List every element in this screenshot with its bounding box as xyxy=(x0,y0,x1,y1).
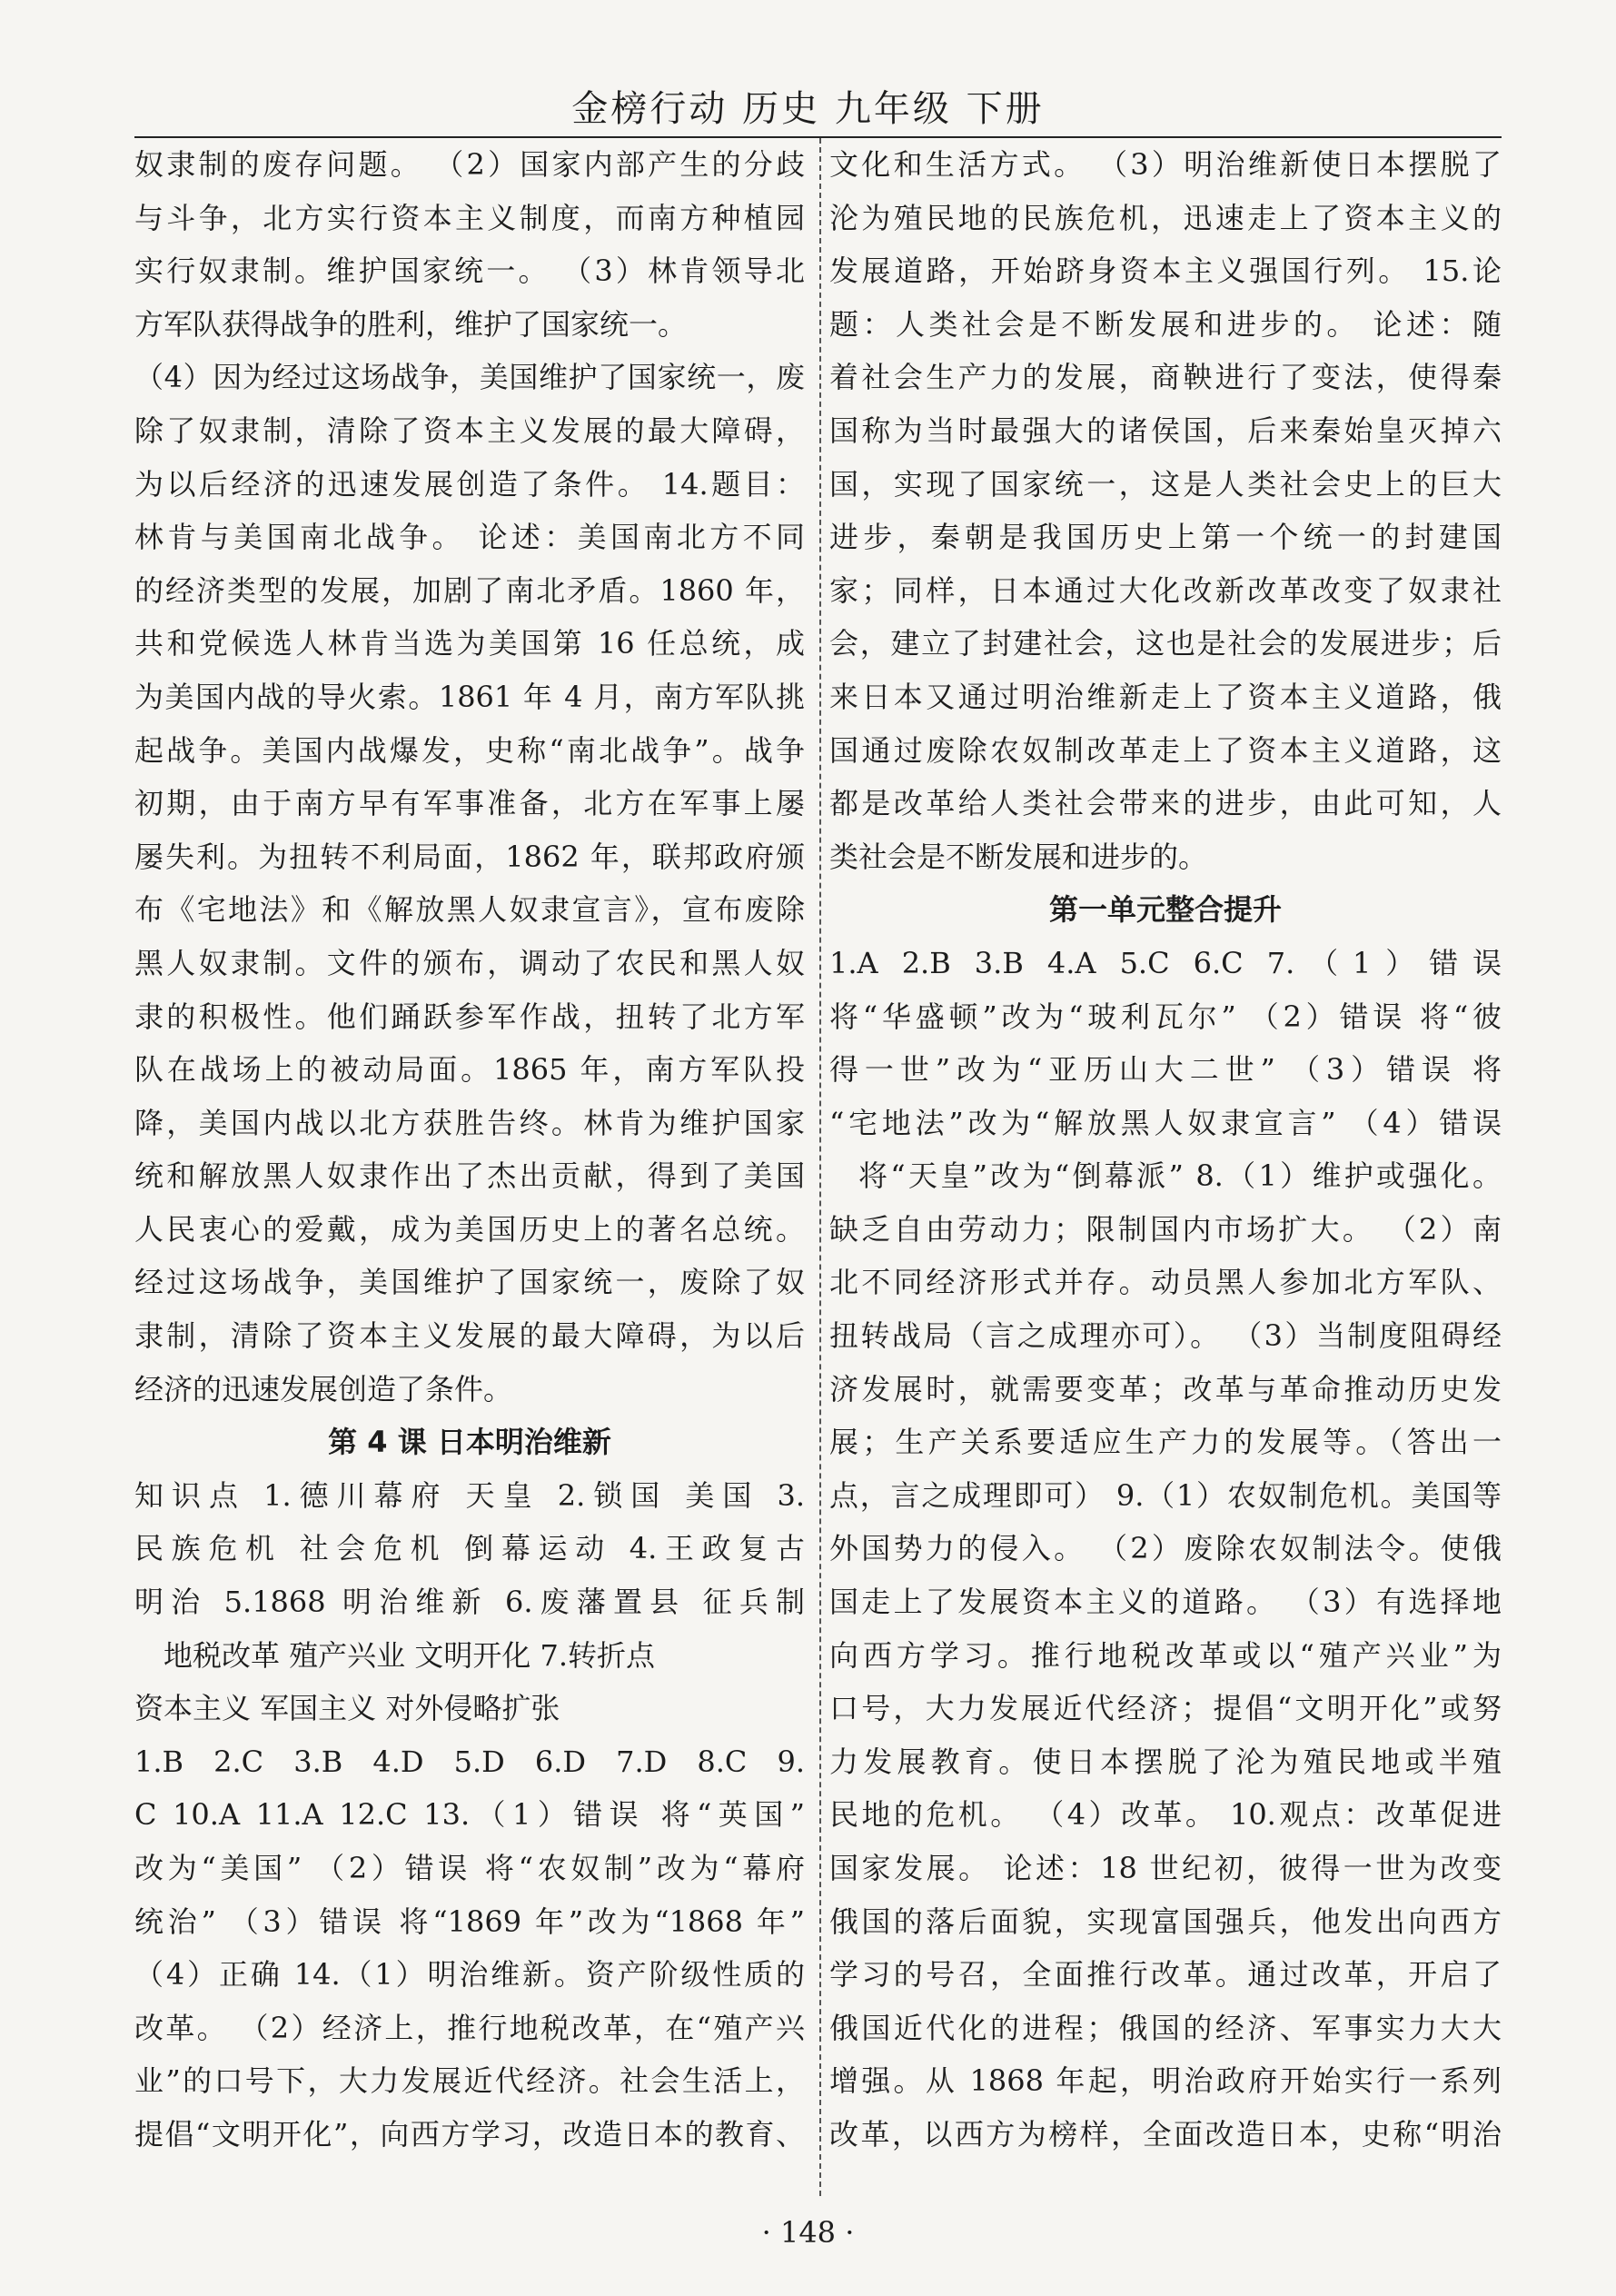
text-line: 类社会是不断发展和进步的。 xyxy=(829,839,1208,874)
text-line: 降，美国内战以北方获胜告终。林肯为维护国家 xyxy=(134,1105,805,1140)
text-line: 除了奴隶制，清除了资本主义发展的最大障碍， xyxy=(134,412,805,448)
text-line: 的经济类型的发展，加剧了南北矛盾。1860 年， xyxy=(134,572,805,608)
text-line: 着社会生产力的发展，商鞅进行了变法，使得秦 xyxy=(829,360,1502,395)
text-line: 隶制，清除了资本主义发展的最大障碍，为以后 xyxy=(134,1318,805,1354)
text-line: 方军队获得战争的胜利，维护了国家统一。 xyxy=(134,306,688,342)
text-line: 为美国内战的导火索。1861 年 4 月，南方军队挑 xyxy=(134,679,805,714)
text-line: 俄国近代化的进程；俄国的经济、军事实力大大 xyxy=(829,2010,1502,2045)
text-line: 民族危机 社会危机 倒幕运动 4.王政复古 xyxy=(134,1531,805,1566)
text-line: 奴隶制的废存问题。 （2）国家内部产生的分歧 xyxy=(134,147,805,182)
text-line: 统和解放黑人奴隶作出了杰出贡献，得到了美国 xyxy=(134,1158,805,1194)
text-line: 统治” （3）错误 将“1869 年”改为“1868 年” xyxy=(134,1903,805,1939)
text-line: 知识点 1.德川幕府 天皇 2.锁国 美国 3. xyxy=(134,1477,805,1513)
text-line: 俄国的落后面貌，实现富国强兵，他发出向西方 xyxy=(829,1903,1502,1939)
text-line: （4）因为经过这场战争，美国维护了国家统一，废 xyxy=(134,360,805,395)
text-line: 力发展教育。使日本摆脱了沦为殖民地或半殖 xyxy=(829,1744,1502,1779)
text-line: 林肯与美国南北战争。 论述：美国南北方不同 xyxy=(134,520,805,555)
text-line: 屡失利。为扭转不利局面，1862 年，联邦政府颁 xyxy=(134,839,805,874)
text-line: 将“华盛顿”改为“玻利瓦尔” （2）错误 将“彼 xyxy=(829,999,1502,1034)
text-line: 发展道路，开始跻身资本主义强国行列。 15.论 xyxy=(829,253,1502,289)
right-column xyxy=(829,138,1502,2162)
text-line: 初期，由于南方早有军事准备，北方在军事上屡 xyxy=(134,786,805,821)
text-line: 学习的号召，全面推行改革。通过改革，开启了 xyxy=(829,1957,1502,1993)
text-line: 1.B 2.C 3.B 4.D 5.D 6.D 7.D 8.C 9. xyxy=(134,1744,805,1779)
text-line: 来日本又通过明治维新走上了资本主义道路，俄 xyxy=(829,679,1502,714)
text-line: 黑人奴隶制。文件的颁布，调动了农民和黑人奴 xyxy=(134,945,805,980)
text-line: 国走上了发展资本主义的道路。 （3）有选择地 xyxy=(829,1585,1502,1620)
text-line: 隶的积极性。他们踊跃参军作战，扭转了北方军 xyxy=(134,999,805,1034)
text-line: 实行奴隶制。维护国家统一。 （3）林肯领导北 xyxy=(134,253,805,289)
text-line: 向西方学习。推行地税改革或以“殖产兴业”为 xyxy=(829,1637,1502,1673)
text-line: 经过这场战争，美国维护了国家统一，废除了奴 xyxy=(134,1265,805,1300)
text-line: 进步，秦朝是我国历史上第一个统一的封建国 xyxy=(829,520,1502,555)
text-line: 明治 5.1868 明治维新 6.废藩置县 征兵制 xyxy=(134,1585,805,1620)
text-line: 国称为当时最强大的诸侯国，后来秦始皇灭掉六 xyxy=(829,412,1502,448)
text-line: 国家发展。 论述：18 世纪初，彼得一世为改变 xyxy=(829,1851,1502,1885)
column-divider xyxy=(819,138,821,2196)
text-line: 为以后经济的迅速发展创造了条件。 14.题目： xyxy=(134,466,805,502)
text-line: 人民衷心的爱戴，成为美国历史上的著名总统。 xyxy=(134,1211,805,1247)
text-line: （4）正确 14.（1）明治维新。资产阶级性质的 xyxy=(134,1957,805,1993)
text-line: 外国势力的侵入。 （2）废除农奴制法令。使俄 xyxy=(829,1531,1502,1566)
unit-heading: 第一单元整合提升 xyxy=(1048,892,1282,928)
text-line: 国通过废除农奴制改革走上了资本主义道路，这 xyxy=(829,732,1502,768)
text-line: 会，建立了封建社会，这也是社会的发展进步；后 xyxy=(829,626,1502,661)
text-line: 资本主义 军国主义 对外侵略扩张 xyxy=(134,1691,560,1726)
text-line: 文化和生活方式。 （3）明治维新使日本摆脱了 xyxy=(829,147,1502,182)
text-line: 起战争。美国内战爆发，史称“南北战争”。战争 xyxy=(134,732,805,768)
text-line: 共和党候选人林肯当选为美国第 16 任总统，成 xyxy=(134,626,805,661)
text-line: 与斗争，北方实行资本主义制度，而南方种植园 xyxy=(134,200,805,235)
text-line: 业”的口号下，大力发展近代经济。社会生活上， xyxy=(134,2063,805,2099)
text-line: 队在战场上的被动局面。1865 年，南方军队投 xyxy=(134,1052,805,1088)
text-line: 改革。 （2）经济上，推行地税改革，在“殖产兴 xyxy=(134,2010,805,2045)
text-line: 改为“美国” （2）错误 将“农奴制”改为“幕府 xyxy=(134,1851,805,1885)
text-line: 1.A 2.B 3.B 4.A 5.C 6.C 7.（1）错误 xyxy=(829,945,1502,980)
text-line: 提倡“文明开化”，向西方学习，改造日本的教育、 xyxy=(134,2116,805,2152)
text-line: 家；同样，日本通过大化改新改革改变了奴隶社 xyxy=(829,572,1502,608)
text-line: 得一世”改为“亚历山大二世” （3）错误 将 xyxy=(829,1052,1502,1088)
text-line: 地税改革 殖产兴业 文明开化 7.转折点 xyxy=(164,1637,656,1673)
text-line: 都是改革给人类社会带来的进步，由此可知，人 xyxy=(829,786,1502,821)
text-line: “宅地法”改为“解放黑人奴隶宣言” （4）错误 xyxy=(829,1105,1502,1140)
text-line: 北不同经济形式并存。动员黑人参加北方军队、 xyxy=(829,1265,1502,1300)
text-line: 展；生产关系要适应生产力的发展等。（答出一 xyxy=(829,1425,1502,1460)
text-line: 口号，大力发展近代经济；提倡“文明开化”或努 xyxy=(829,1691,1502,1726)
text-line: C 10.A 11.A 12.C 13.（1）错误 将“英国” xyxy=(134,1797,805,1833)
text-line: 济发展时，就需要变革；改革与革命推动历史发 xyxy=(829,1371,1502,1406)
left-column xyxy=(134,138,805,2162)
text-line: 增强。从 1868 年起，明治政府开始实行一系列 xyxy=(829,2063,1502,2099)
text-line: 布《宅地法》和《解放黑人奴隶宣言》，宣布废除 xyxy=(134,892,805,928)
text-line: 民地的危机。 （4）改革。 10.观点：改革促进 xyxy=(829,1797,1502,1833)
text-line: 扭转战局（言之成理亦可）。 （3）当制度阻碍经 xyxy=(829,1318,1502,1354)
text-line: 缺乏自由劳动力；限制国内市场扩大。 （2）南 xyxy=(829,1211,1502,1247)
lesson-heading: 第 4 课 日本明治维新 xyxy=(328,1425,611,1460)
text-line: 点，言之成理即可） 9.（1）农奴制危机。美国等 xyxy=(829,1477,1502,1513)
text-line: 题：人类社会是不断发展和进步的。 论述：随 xyxy=(829,306,1502,342)
text-line: 改革，以西方为榜样，全面改造日本，史称“明治 xyxy=(829,2116,1502,2152)
page-number: · 148 · xyxy=(761,2215,855,2250)
text-line: 沦为殖民地的民族危机，迅速走上了资本主义的 xyxy=(829,200,1502,235)
running-header: 金榜行动 历史 九年级 下册 xyxy=(571,88,1045,130)
text-line: 经济的迅速发展创造了条件。 xyxy=(134,1371,513,1406)
text-line: 将“天皇”改为“倒幕派” 8.（1）维护或强化。 xyxy=(858,1158,1502,1194)
text-line: 国，实现了国家统一，这是人类社会史上的巨大 xyxy=(829,466,1502,502)
